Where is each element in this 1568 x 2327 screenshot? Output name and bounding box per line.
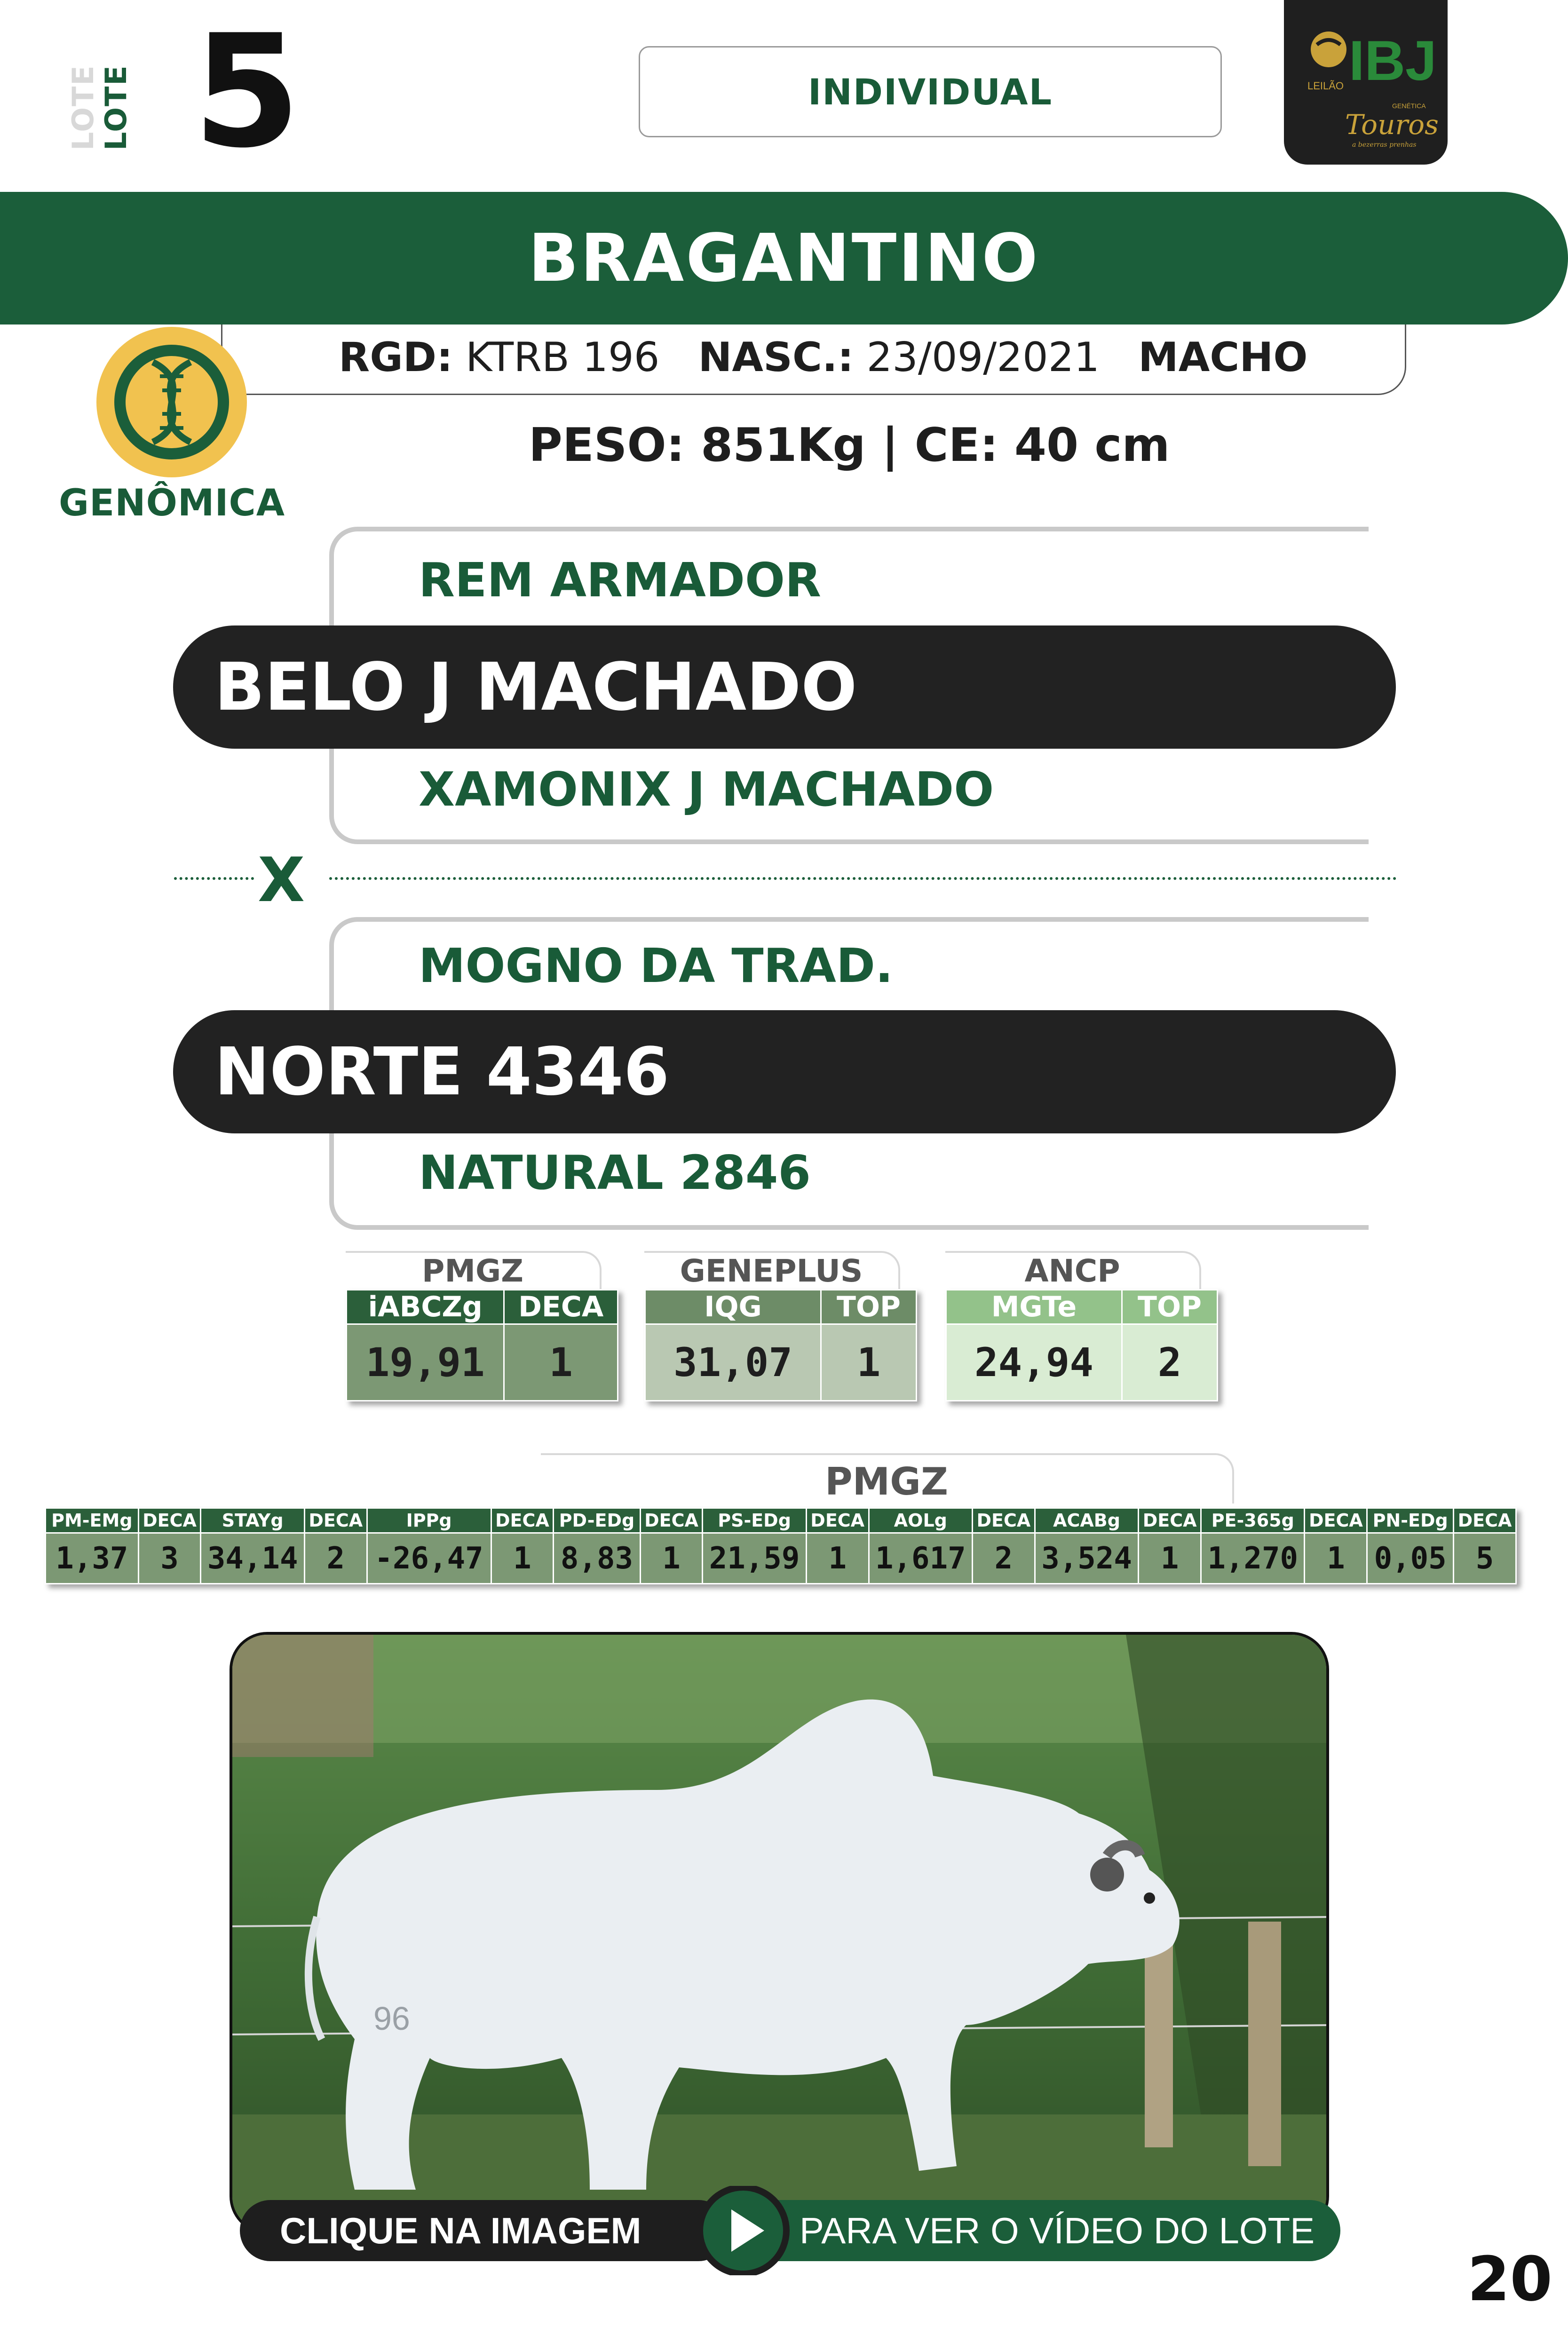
strip-value: 8,83 [554, 1533, 640, 1584]
strip-value: 34,14 [201, 1533, 304, 1584]
strip-value: 21,59 [703, 1533, 806, 1584]
index-table [346, 1289, 618, 1401]
strip-value: 1,270 [1201, 1533, 1305, 1584]
strip-header: PD-EDg [554, 1508, 640, 1533]
index-value: 31,07 [645, 1324, 821, 1401]
strip-header: PN-EDg [1367, 1508, 1454, 1533]
strip-header: DECA [973, 1508, 1035, 1533]
video-cta[interactable] [240, 2186, 1340, 2275]
strip-header: DECA [640, 1508, 703, 1533]
lote-number: 5 [193, 1, 301, 182]
svg-text:IBJ: IBJ [1349, 29, 1437, 92]
index-value: 19,91 [347, 1324, 504, 1401]
sale-type-badge: INDIVIDUAL [639, 46, 1222, 137]
strip-header: DECA [1139, 1508, 1201, 1533]
index-header: IQG [645, 1290, 821, 1324]
strip-header: DECA [491, 1508, 554, 1533]
strip-value: 5 [1454, 1533, 1516, 1584]
geneplus-index [644, 1251, 917, 1401]
svg-text:a bezerras prenhas: a bezerras prenhas [1352, 141, 1417, 149]
index-header: iABCZg [347, 1290, 504, 1324]
rgd-value: KTRB 196 [465, 334, 660, 381]
svg-text:LEILÃO: LEILÃO [1307, 80, 1344, 92]
dam-name: NORTE 4346 [173, 1010, 1396, 1133]
svg-text:GENÉTICA: GENÉTICA [1392, 102, 1426, 110]
index-title: PMGZ [346, 1251, 602, 1289]
strip-header: STAYg [201, 1508, 304, 1533]
index-value: 1 [504, 1324, 618, 1401]
strip-value: 1 [1139, 1533, 1201, 1584]
animal-name: BRAGANTINO [0, 192, 1568, 325]
dam-sire: MOGNO DA TRAD. [419, 938, 893, 993]
strip-value: 3,524 [1035, 1533, 1138, 1584]
strip-header: AOLg [869, 1508, 972, 1533]
brand-mark: 96 [373, 2000, 410, 2037]
genomic-label: GENÔMICA [59, 482, 285, 524]
strip-value: 1 [1305, 1533, 1367, 1584]
play-icon[interactable] [700, 2187, 786, 2274]
index-value: 1 [821, 1324, 916, 1401]
weight-ce: PESO: 851Kg | CE: 40 cm [529, 419, 1170, 472]
index-header: TOP [1122, 1290, 1217, 1324]
index-value: 24,94 [946, 1324, 1122, 1401]
lote-label: LOTE LOTE [66, 64, 133, 150]
nasc-label: NASC.: [698, 334, 854, 381]
pmgz-strip-title: PMGZ [541, 1453, 1234, 1504]
strip-header: ACABg [1035, 1508, 1138, 1533]
cta-left-text: CLIQUE NA IMAGEM [280, 2210, 641, 2251]
strip-value: -26,47 [367, 1533, 491, 1584]
rgd-label: RGD: [339, 334, 453, 381]
ancp-index [945, 1251, 1218, 1401]
index-value: 2 [1122, 1324, 1217, 1401]
dam-dam: NATURAL 2846 [419, 1145, 811, 1200]
strip-value: 1,37 [46, 1533, 139, 1584]
strip-header: DECA [138, 1508, 201, 1533]
svg-text:Touros: Touros [1345, 109, 1439, 141]
strip-header: PE-365g [1201, 1508, 1305, 1533]
index-header: DECA [504, 1290, 618, 1324]
bull-head-icon [1284, 0, 1448, 165]
strip-header: PS-EDg [703, 1508, 806, 1533]
cross-divider [174, 877, 254, 880]
sex-value: MACHO [1138, 334, 1308, 381]
strip-header: DECA [806, 1508, 869, 1533]
registration-line [339, 334, 1308, 381]
strip-header: DECA [1454, 1508, 1516, 1533]
pmgz-index [346, 1251, 618, 1401]
lote-photo[interactable] [230, 1632, 1329, 2234]
nasc-value: 23/09/2021 [866, 334, 1100, 381]
strip-header: DECA [304, 1508, 367, 1533]
index-header: MGTe [946, 1290, 1122, 1324]
strip-value: 3 [138, 1533, 201, 1584]
strip-value: 1 [806, 1533, 869, 1584]
page-number: 20 [1467, 2243, 1552, 2315]
cross-mark: X [258, 844, 305, 916]
strip-value: 1 [491, 1533, 554, 1584]
pmgz-strip-table [45, 1507, 1517, 1584]
strip-value: 1 [640, 1533, 703, 1584]
index-table [644, 1289, 917, 1401]
strip-header: DECA [1305, 1508, 1367, 1533]
strip-value: 2 [973, 1533, 1035, 1584]
strip-header: PM-EMg [46, 1508, 139, 1533]
strip-value: 1,617 [869, 1533, 972, 1584]
cta-right-text: PARA VER O VÍDEO DO LOTE [800, 2210, 1315, 2251]
index-title: ANCP [945, 1251, 1201, 1289]
sire-name: BELO J MACHADO [173, 625, 1396, 749]
index-header: TOP [821, 1290, 916, 1324]
strip-header: IPPg [367, 1508, 491, 1533]
index-title: GENEPLUS [644, 1251, 900, 1289]
strip-value: 0,05 [1367, 1533, 1454, 1584]
strip-value: 2 [304, 1533, 367, 1584]
sire-dam: XAMONIX J MACHADO [419, 762, 994, 817]
dna-icon [94, 325, 249, 480]
index-table [945, 1289, 1218, 1401]
ibj-logo [1284, 0, 1448, 165]
cross-divider [329, 877, 1397, 880]
sire-sire: REM ARMADOR [419, 553, 821, 608]
